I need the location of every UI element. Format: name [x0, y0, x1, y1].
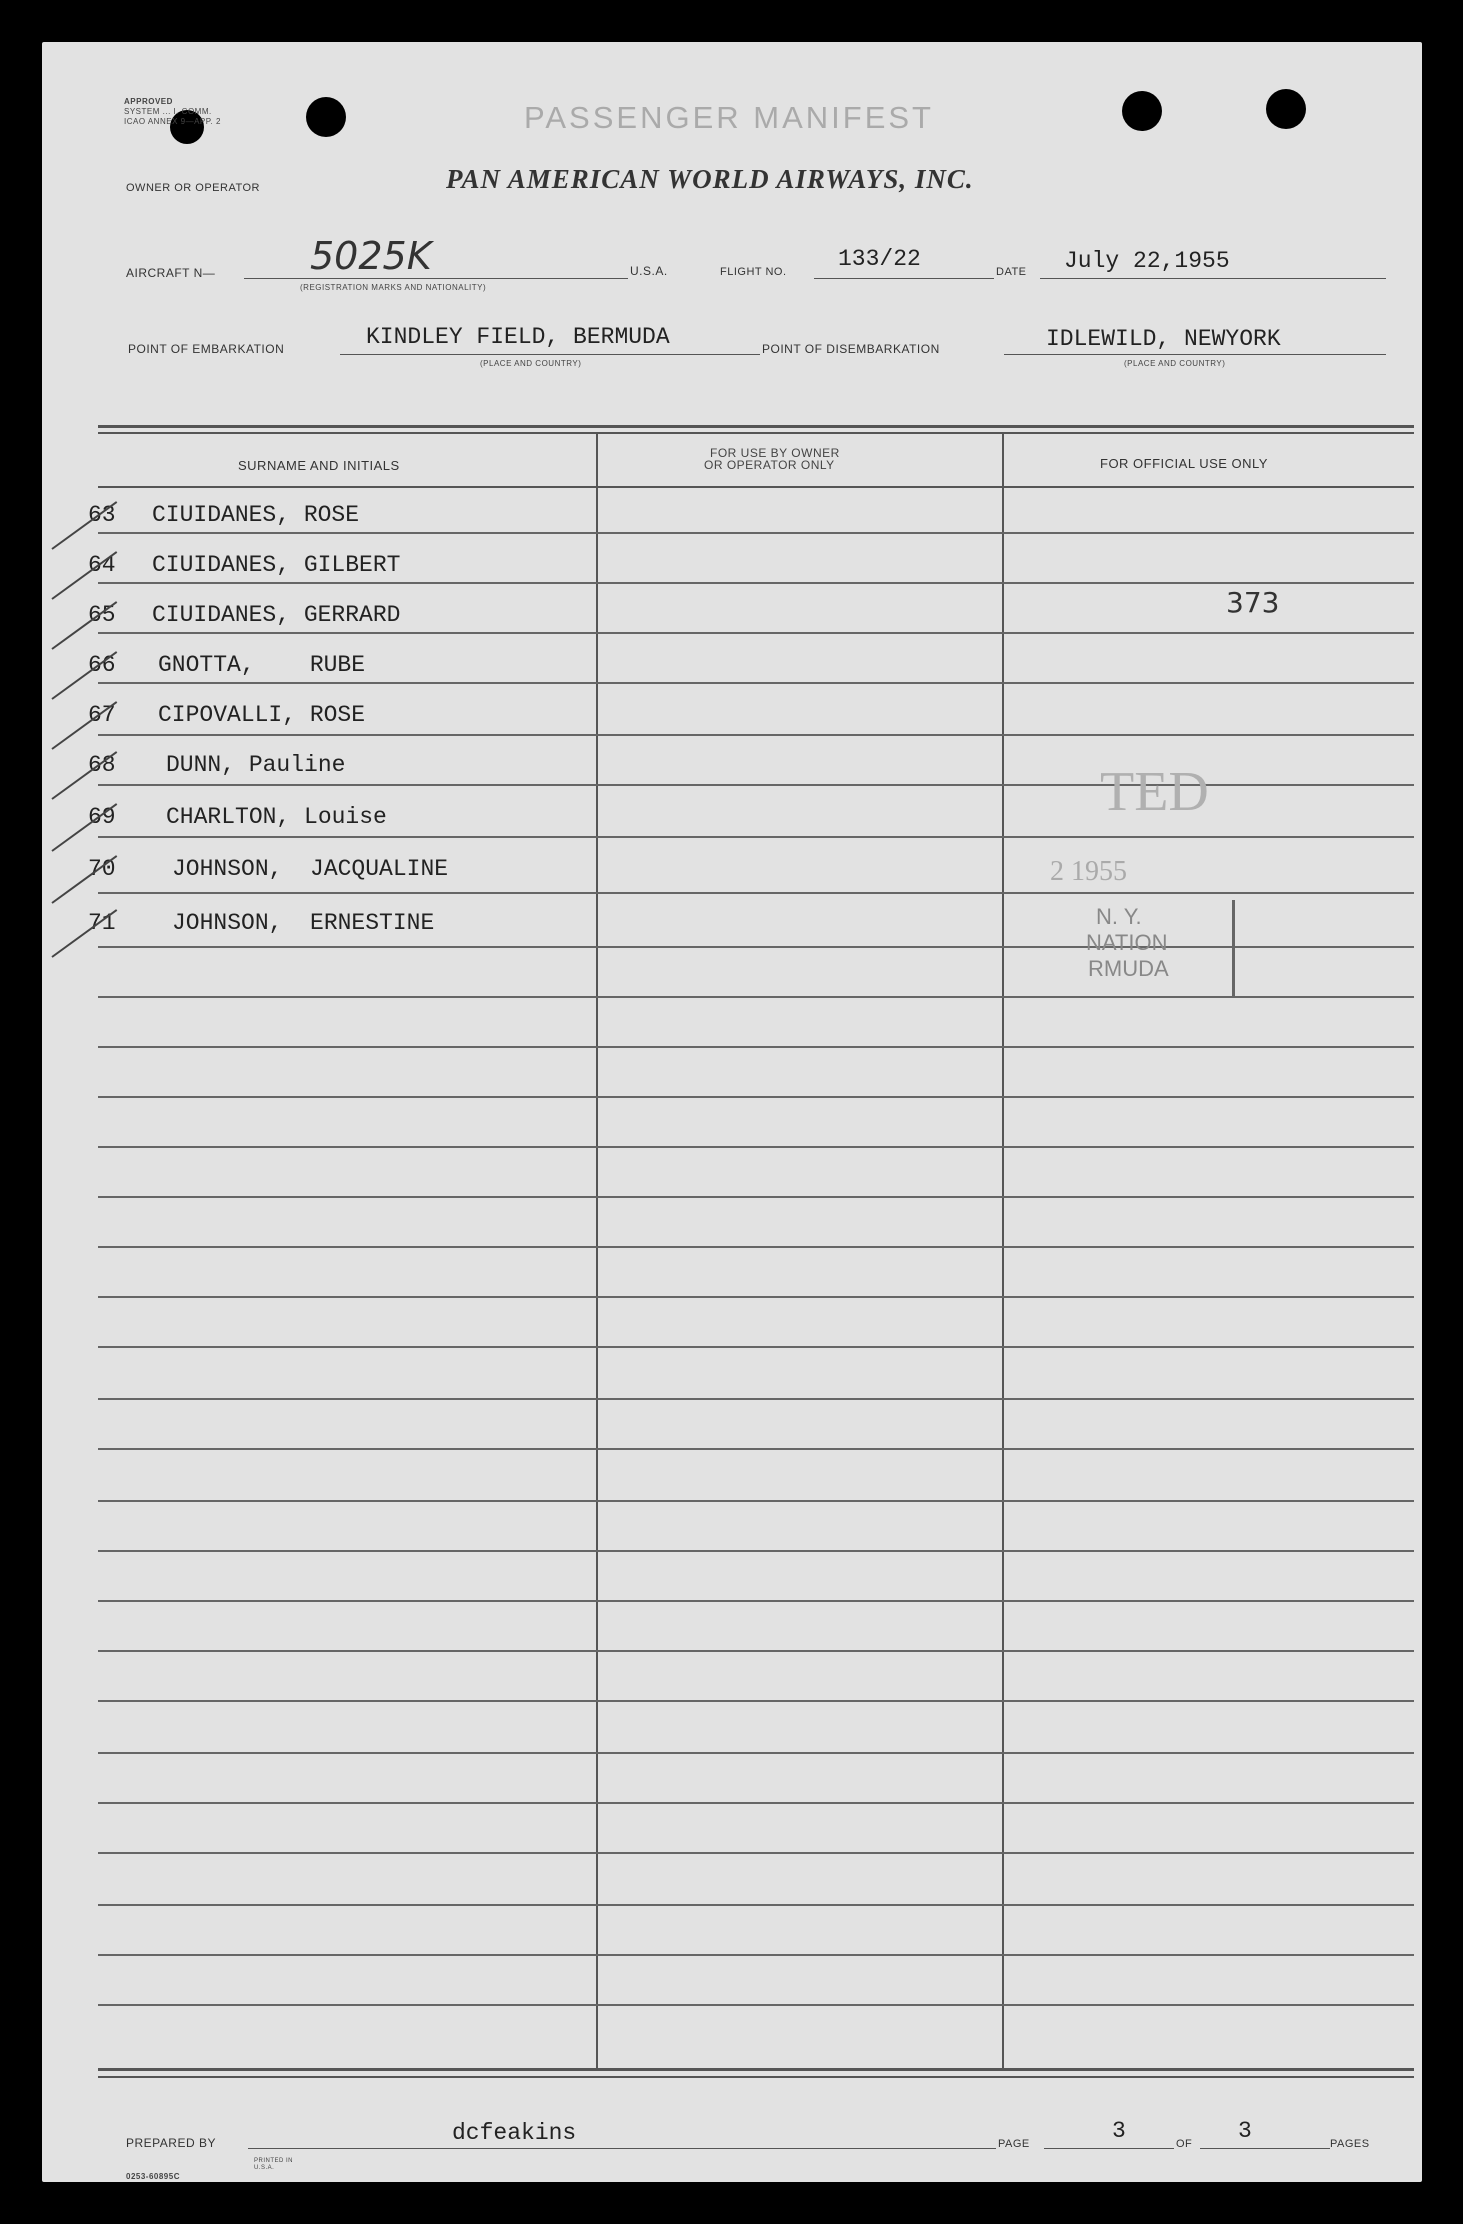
disembark-sublabel: (PLACE AND COUNTRY) [1124, 359, 1226, 368]
printed-mark: PRINTED IN U.S.A. [254, 2158, 294, 2171]
date-underline [1040, 278, 1386, 279]
date-value: July 22,1955 [1064, 248, 1230, 274]
of-label: OF [1176, 2138, 1193, 2150]
passenger-number: 63 [88, 502, 116, 528]
approval-line-3: ICAO ANNEX 9—APP. 2 [124, 117, 221, 126]
table-top-rule [98, 425, 1414, 428]
of-value: 3 [1238, 2118, 1252, 2144]
table-row-line [98, 734, 1414, 736]
passenger-name: CIUIDANES, GERRARD [152, 602, 401, 628]
prepared-value: dcfeakins [452, 2120, 577, 2146]
table-bottom-rule [98, 2068, 1414, 2071]
passenger-number: 68 [88, 752, 116, 778]
punch-hole [1122, 91, 1162, 131]
stamp-line-4: NATION [1086, 930, 1168, 955]
passenger-name: CIUIDANES, ROSE [152, 502, 360, 528]
stamp-bar [1232, 900, 1235, 996]
col-header-owner-2: OR OPERATOR ONLY [704, 458, 835, 472]
table-row-line [98, 682, 1414, 684]
passenger-number: 64 [88, 552, 116, 578]
aircraft-value: 5025K [310, 234, 432, 278]
table-row-line [98, 1346, 1414, 1348]
disembark-underline [1004, 354, 1386, 355]
flight-underline [814, 278, 994, 279]
operator-label: OWNER OR OPERATOR [126, 182, 260, 194]
table-row-line [98, 1296, 1414, 1298]
approval-line-2: SYSTEM ... I. COMM. [124, 107, 212, 116]
table-row-line [98, 1600, 1414, 1602]
pages-label: PAGES [1330, 2138, 1370, 2150]
passenger-number: 71 [88, 910, 116, 936]
flight-label: FLIGHT NO. [720, 266, 787, 278]
table-row-line [98, 1398, 1414, 1400]
passenger-number: 67 [88, 702, 116, 728]
table-row-line [98, 2004, 1414, 2006]
table-row-line [98, 946, 1414, 948]
usa-label: U.S.A. [630, 264, 668, 278]
stamp-line-5: RMUDA [1088, 956, 1169, 981]
table-row-line [98, 1096, 1414, 1098]
passenger-name: DUNN, Pauline [166, 752, 346, 778]
punch-hole [1266, 89, 1306, 129]
form-title: PASSENGER MANIFEST [524, 100, 934, 135]
operator-name: PAN AMERICAN WORLD AIRWAYS, INC. [446, 164, 974, 194]
embark-underline [340, 354, 760, 355]
col-header-owner-1: FOR USE BY OWNER [710, 446, 840, 460]
col-divider-1 [596, 434, 598, 2070]
table-row-line [98, 836, 1414, 838]
table-row-line [98, 996, 1414, 998]
table-row-line [98, 892, 1414, 894]
stamp-line-2: 2 1955 [1050, 856, 1127, 887]
page-label: PAGE [998, 2138, 1030, 2150]
date-label: DATE [996, 266, 1027, 278]
aircraft-underline [244, 278, 628, 279]
table-row-line [98, 582, 1414, 584]
table-row-line [98, 1046, 1414, 1048]
page-value: 3 [1112, 2118, 1126, 2144]
passenger-name: JOHNSON, ERNESTINE [172, 910, 435, 936]
passenger-number: 70 [88, 856, 116, 882]
stamp-line-3: N. Y. [1096, 904, 1142, 929]
table-row-line [98, 532, 1414, 534]
of-underline [1200, 2148, 1330, 2149]
flight-value: 133/22 [838, 246, 921, 272]
passenger-name: CIPOVALLI, ROSE [158, 702, 366, 728]
embark-value: KINDLEY FIELD, BERMUDA [366, 324, 670, 350]
stamp-line-1: TED [1100, 761, 1209, 823]
table-row-line [98, 784, 1414, 786]
prepared-label: PREPARED BY [126, 2136, 216, 2150]
passenger-name: JOHNSON, JACQUALINE [172, 856, 449, 882]
table-bottom-rule-2 [98, 2076, 1414, 2078]
table-row-line [98, 1196, 1414, 1198]
embark-sublabel: (PLACE AND COUNTRY) [480, 359, 582, 368]
table-row-line [98, 1752, 1414, 1754]
aircraft-sublabel: (REGISTRATION MARKS AND NATIONALITY) [300, 283, 487, 292]
table-row-line [98, 1904, 1414, 1906]
aircraft-label: AIRCRAFT N— [126, 266, 216, 280]
passenger-name: CIUIDANES, GILBERT [152, 552, 401, 578]
passenger-name: GNOTTA, RUBE [158, 652, 366, 678]
prepared-underline [248, 2148, 996, 2149]
disembark-value: IDLEWILD, NEWYORK [1046, 326, 1281, 352]
disembark-label: POINT OF DISEMBARKATION [762, 342, 940, 356]
col-header-surname: SURNAME AND INITIALS [238, 458, 400, 473]
passenger-number: 66 [88, 652, 116, 678]
table-row-line [98, 1500, 1414, 1502]
passenger-number: 69 [88, 804, 116, 830]
embark-label: POINT OF EMBARKATION [128, 342, 285, 356]
table-row-line [98, 1246, 1414, 1248]
page-underline [1044, 2148, 1174, 2149]
table-row-line [98, 1700, 1414, 1702]
header-bottom-rule [98, 486, 1414, 488]
passenger-name: CHARLTON, Louise [166, 804, 387, 830]
table-row-line [98, 1448, 1414, 1450]
form-code: 0253-60895C [126, 2172, 180, 2181]
table-row-line [98, 1146, 1414, 1148]
table-row-line [98, 1550, 1414, 1552]
col-header-official: FOR OFFICIAL USE ONLY [1100, 456, 1268, 471]
table-row-line [98, 1852, 1414, 1854]
col-divider-2 [1002, 434, 1004, 2070]
punch-hole [306, 97, 346, 137]
table-row-line [98, 632, 1414, 634]
table-top-rule-2 [98, 432, 1414, 434]
passenger-number: 65 [88, 602, 116, 628]
table-row-line [98, 1802, 1414, 1804]
approval-line-1: APPROVED [124, 97, 173, 106]
table-row-line [98, 1650, 1414, 1652]
official-note: 373 [1226, 586, 1280, 619]
table-row-line [98, 1954, 1414, 1956]
